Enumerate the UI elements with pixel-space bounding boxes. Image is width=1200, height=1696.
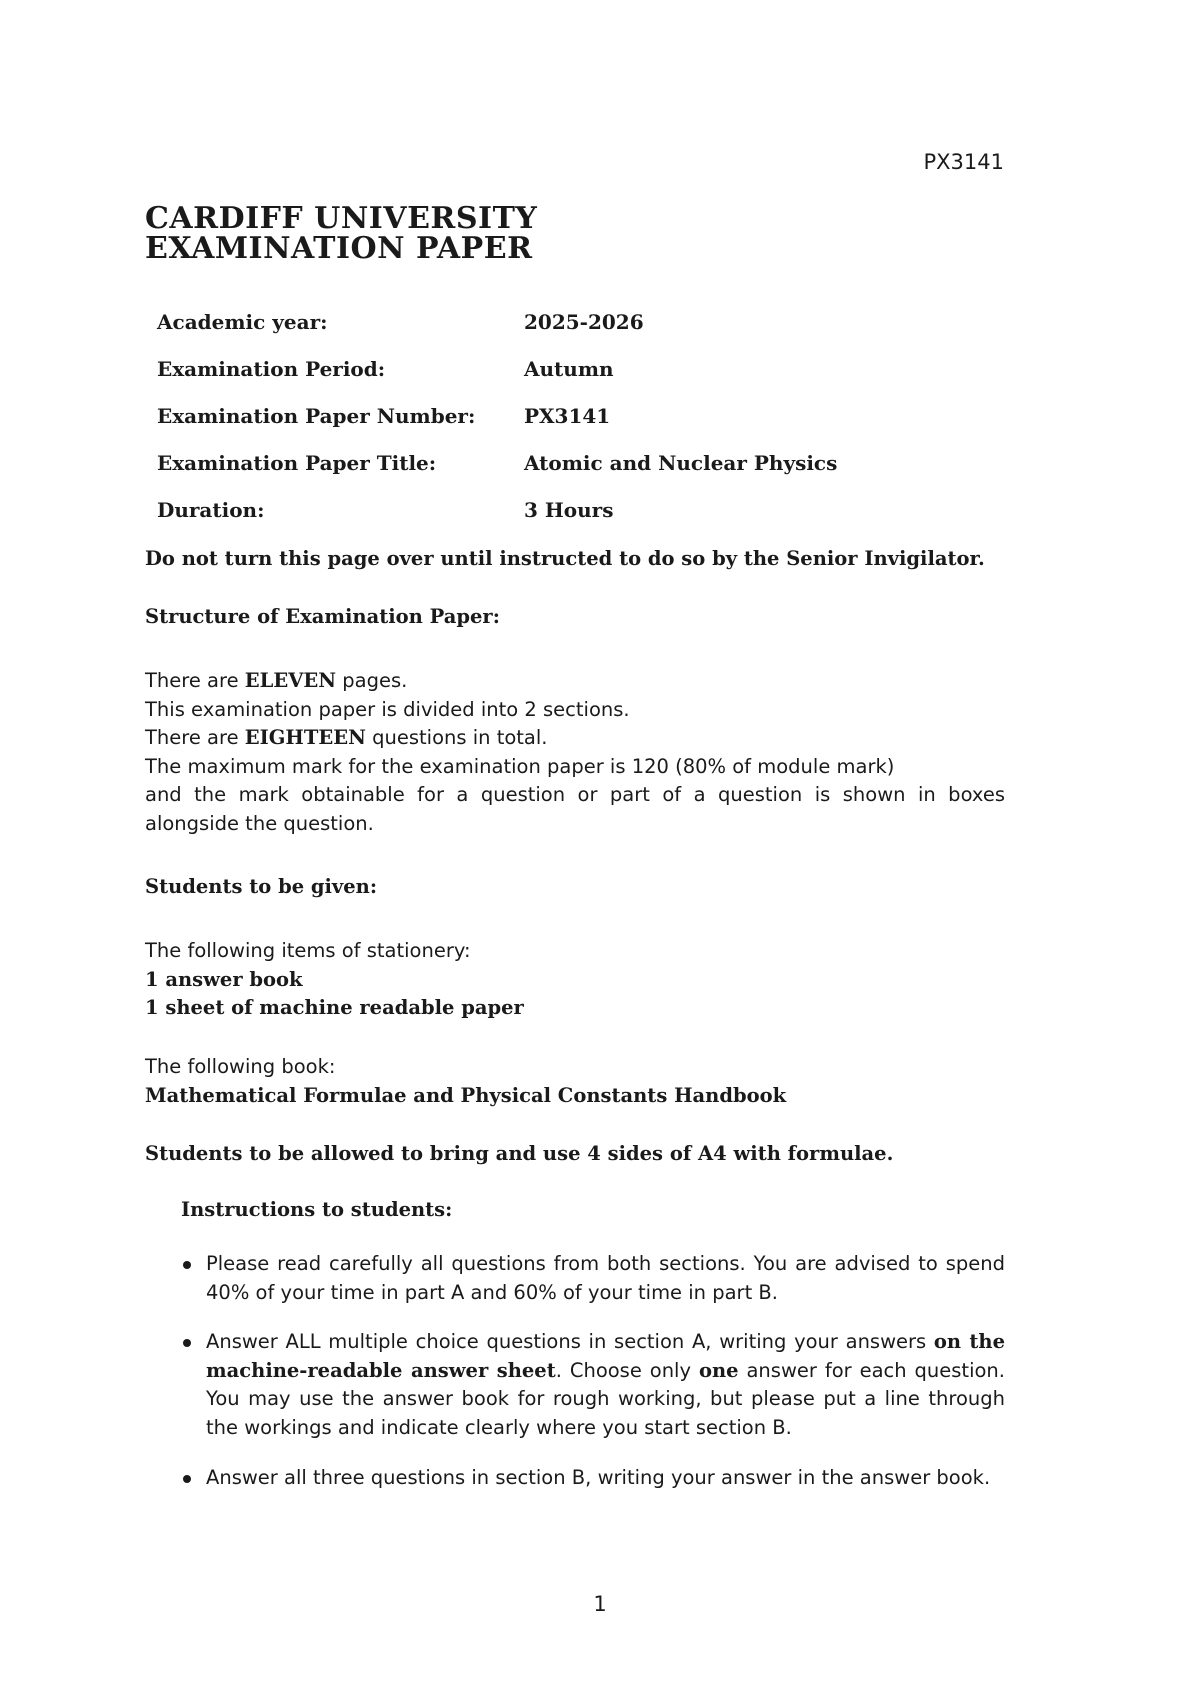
- info-label: Duration:: [157, 498, 265, 522]
- structure-details: [145, 667, 1005, 839]
- stationery-item: 1 answer book: [145, 967, 303, 991]
- info-label: Academic year:: [157, 310, 328, 334]
- info-value: PX3141: [524, 404, 611, 428]
- info-value: Autumn: [524, 357, 614, 381]
- bullet-icon: [183, 1475, 191, 1483]
- info-label: Examination Paper Number:: [157, 404, 476, 428]
- questions-line: There are EIGHTEEN questions in total.: [145, 726, 548, 750]
- info-value: 3 Hours: [524, 498, 614, 522]
- given-heading: Students to be given:: [145, 875, 378, 898]
- title-line-university: CARDIFF UNIVERSITY: [145, 201, 538, 236]
- max-mark-line: The maximum mark for the examination paper is 120 (80% of module mark): [145, 754, 895, 778]
- info-value: Atomic and Nuclear Physics: [524, 451, 838, 475]
- allowed-text: Students to be allowed to bring and use 4 sides of A4 with formulae.: [145, 1142, 894, 1165]
- book-title: Mathematical Formulae and Physical Constants Handbook: [145, 1083, 787, 1107]
- pages-line: There are ELEVEN pages.: [145, 669, 408, 692]
- page-title: [145, 201, 1045, 266]
- list-item: Please read carefully all questions from both sections. You are advised to spend 40% of your time in part A and 60% of your time in part B.: [181, 1250, 1005, 1307]
- sections-line: This examination paper is divided into 2 sections.: [145, 697, 630, 721]
- exam-info-table: [157, 310, 837, 545]
- paper-code-header: PX3141: [923, 150, 1004, 174]
- stationery-intro: The following items of stationery:: [145, 939, 471, 962]
- info-row: [157, 357, 837, 404]
- book-intro: The following book:: [145, 1055, 336, 1078]
- info-row: [157, 451, 837, 498]
- warning-text: Do not turn this page over until instructed to do so by the Senior Invigilator.: [145, 547, 985, 570]
- bullet-icon: [183, 1261, 191, 1269]
- info-label: Examination Period:: [157, 357, 386, 381]
- list-item: Answer all three questions in section B, writing your answer in the answer book.: [181, 1464, 1005, 1493]
- stationery-item: 1 sheet of machine readable paper: [145, 996, 524, 1020]
- bullet-icon: [183, 1339, 191, 1347]
- info-value: 2025-2026: [524, 310, 644, 334]
- list-item: Answer ALL multiple choice questions in section A, writing your answers on the machine-readable answer sheet. Choose only one answer for each question. You may use the answer book for rough working, but please put a line through the workings and indicate clearly where you start section B.: [181, 1328, 1005, 1442]
- info-label: Examination Paper Title:: [157, 451, 437, 475]
- info-row: [157, 404, 837, 451]
- page-number: 1: [593, 1592, 607, 1616]
- book-list: [145, 1053, 1005, 1110]
- title-line-paper: EXAMINATION PAPER: [145, 231, 533, 266]
- stationery-list: [145, 937, 1005, 1023]
- instructions-list: [181, 1250, 1005, 1513]
- info-row: [157, 498, 837, 545]
- info-row: [157, 310, 837, 357]
- mark-note: and the mark obtainable for a question or part of a question is shown in boxes alongside the question.: [145, 783, 1005, 835]
- instructions-heading: Instructions to students:: [181, 1198, 453, 1221]
- structure-heading: Structure of Examination Paper:: [145, 605, 500, 628]
